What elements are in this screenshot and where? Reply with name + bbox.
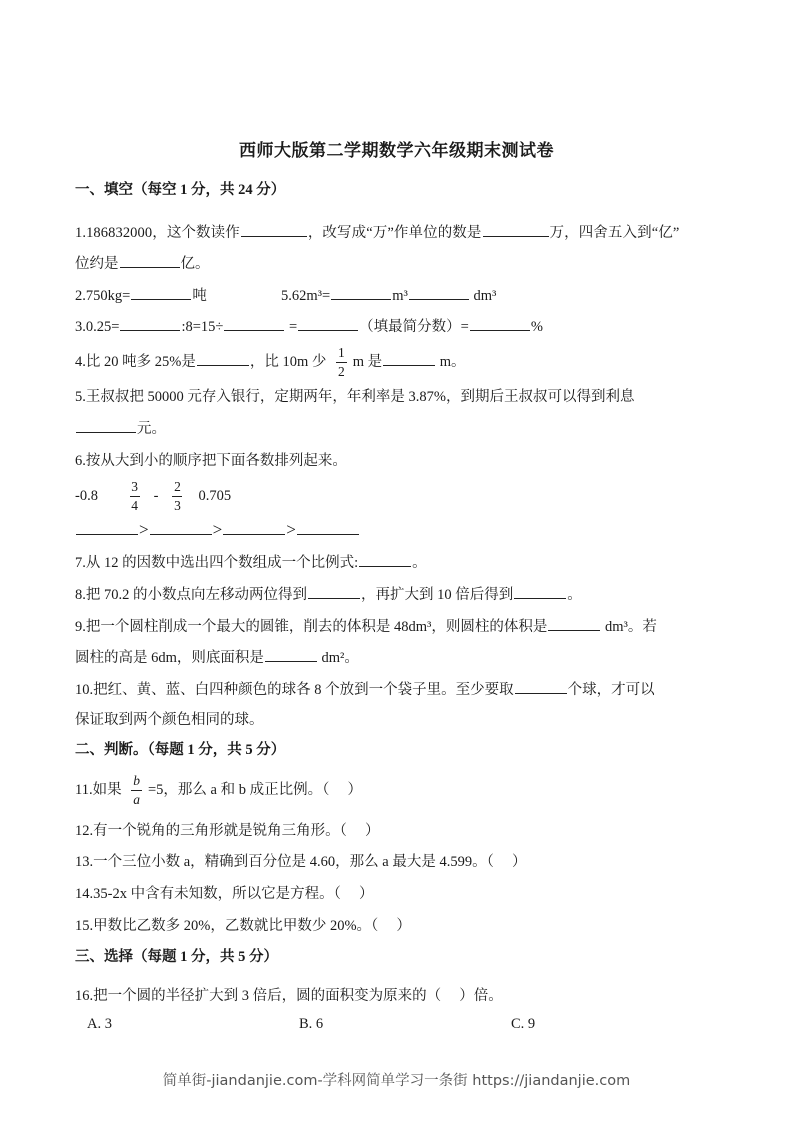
question-6-answer-row: > > >	[75, 520, 360, 540]
question-12: 12.有一个锐角的三角形就是锐角三角形。（ ）	[75, 823, 380, 839]
answer-blank[interactable]	[359, 552, 411, 567]
question-8: 8.把 70.2 的小数点向左移动两位得到 ，再扩大到 10 倍后得到 。	[75, 584, 582, 605]
fraction-b-over-a: $\frac{b}{a}$	[133, 773, 140, 808]
question-9: 9.把一个圆柱削成一个最大的圆锥，削去的体积是 48dm³，则圆柱的体积是 dm³。若	[75, 616, 657, 637]
answer-blank[interactable]	[483, 222, 549, 237]
answer-blank[interactable]	[120, 316, 180, 331]
fraction-one-half: $\frac{1}{2}$	[338, 345, 345, 380]
question-3: 3.0.25= :8=15÷ = （填最简分数）= %	[75, 316, 543, 337]
option-c[interactable]: C. 9	[511, 1016, 536, 1032]
watermark-footer: 简单街-jiandanjie.com-学科网简单学习一条街 https://jiandanjie.com	[162, 1073, 631, 1089]
answer-blank[interactable]	[409, 285, 469, 300]
answer-blank[interactable]	[241, 222, 307, 237]
answer-blank[interactable]	[331, 285, 391, 300]
question-2-part-b: 5.62m³= m³ dm³	[281, 285, 496, 306]
question-4: 4.比 20 吨多 25%是 ，比 10m 少 $\frac{1}{2}$ m 是 m。	[75, 345, 466, 380]
question-1-cont: 位约是 亿。	[75, 253, 210, 274]
question-13: 13.一个三位小数 a，精确到百分位是 4.60，那么 a 最大是 4.599。（ ）	[75, 854, 527, 870]
answer-blank[interactable]	[298, 316, 358, 331]
answer-blank[interactable]	[297, 520, 359, 535]
question-5-cont: 元。	[75, 418, 166, 439]
section-2-heading: 二、判断。（每题 1 分，共 5 分）	[75, 742, 286, 758]
question-10: 10.把红、黄、蓝、白四种颜色的球各 8 个放到一个袋子里。至少要取 个球，才可以	[75, 679, 655, 700]
option-b[interactable]: B. 6	[299, 1016, 324, 1032]
answer-blank[interactable]	[223, 520, 285, 535]
question-11: 11.如果 $\frac{b}{a}$ =5，那么 a 和 b 成正比例。（ ）	[75, 773, 362, 808]
section-1-heading: 一、填空（每空 1 分，共 24 分）	[75, 182, 286, 198]
question-6: 6.按从大到小的顺序把下面各数排列起来。	[75, 453, 347, 469]
answer-blank[interactable]	[150, 520, 212, 535]
answer-blank[interactable]	[131, 285, 191, 300]
fraction-three-quarters: $\frac{3}{4}$	[131, 479, 138, 514]
answer-blank[interactable]	[197, 351, 249, 366]
answer-blank[interactable]	[515, 679, 567, 694]
answer-blank[interactable]	[265, 647, 317, 662]
answer-blank[interactable]	[308, 584, 360, 599]
question-6-numbers: -0.8 $\frac{3}{4}$ - $\frac{2}{3}$ 0.705	[75, 479, 232, 514]
question-15: 15.甲数比乙数多 20%，乙数就比甲数少 20%。（ ）	[75, 918, 411, 934]
answer-blank[interactable]	[120, 253, 180, 268]
question-16: 16.把一个圆的半径扩大到 3 倍后，圆的面积变为原来的（ ）倍。	[75, 988, 503, 1004]
page-title: 西师大版第二学期数学六年级期末测试卷	[239, 141, 554, 160]
answer-blank[interactable]	[76, 520, 138, 535]
answer-blank[interactable]	[76, 418, 136, 433]
section-3-heading: 三、选择（每题 1 分，共 5 分）	[75, 949, 278, 965]
answer-blank[interactable]	[383, 351, 435, 366]
option-a[interactable]: A. 3	[87, 1016, 112, 1032]
question-1: 1.186832000，这个数读作 ，改写成“万”作单位的数是 万，四舍五入到“亿”	[75, 222, 679, 243]
question-9-cont: 圆柱的高是 6dm，则底面积是 dm²。	[75, 647, 359, 668]
question-14: 14.35-2x 中含有未知数，所以它是方程。（ ）	[75, 886, 374, 902]
fraction-two-thirds: $\frac{2}{3}$	[174, 479, 181, 514]
answer-blank[interactable]	[224, 316, 284, 331]
answer-blank[interactable]	[548, 616, 600, 631]
question-10-cont: 保证取到两个颜色相同的球。	[75, 712, 264, 728]
question-2: 2.750kg= 吨	[75, 285, 207, 306]
question-7: 7.从 12 的因数中选出四个数组成一个比例式: 。	[75, 552, 427, 573]
answer-blank[interactable]	[514, 584, 566, 599]
question-5: 5.王叔叔把 50000 元存入银行，定期两年，年利率是 3.87%，到期后王叔叔可以得到利息	[75, 389, 635, 405]
answer-blank[interactable]	[470, 316, 530, 331]
